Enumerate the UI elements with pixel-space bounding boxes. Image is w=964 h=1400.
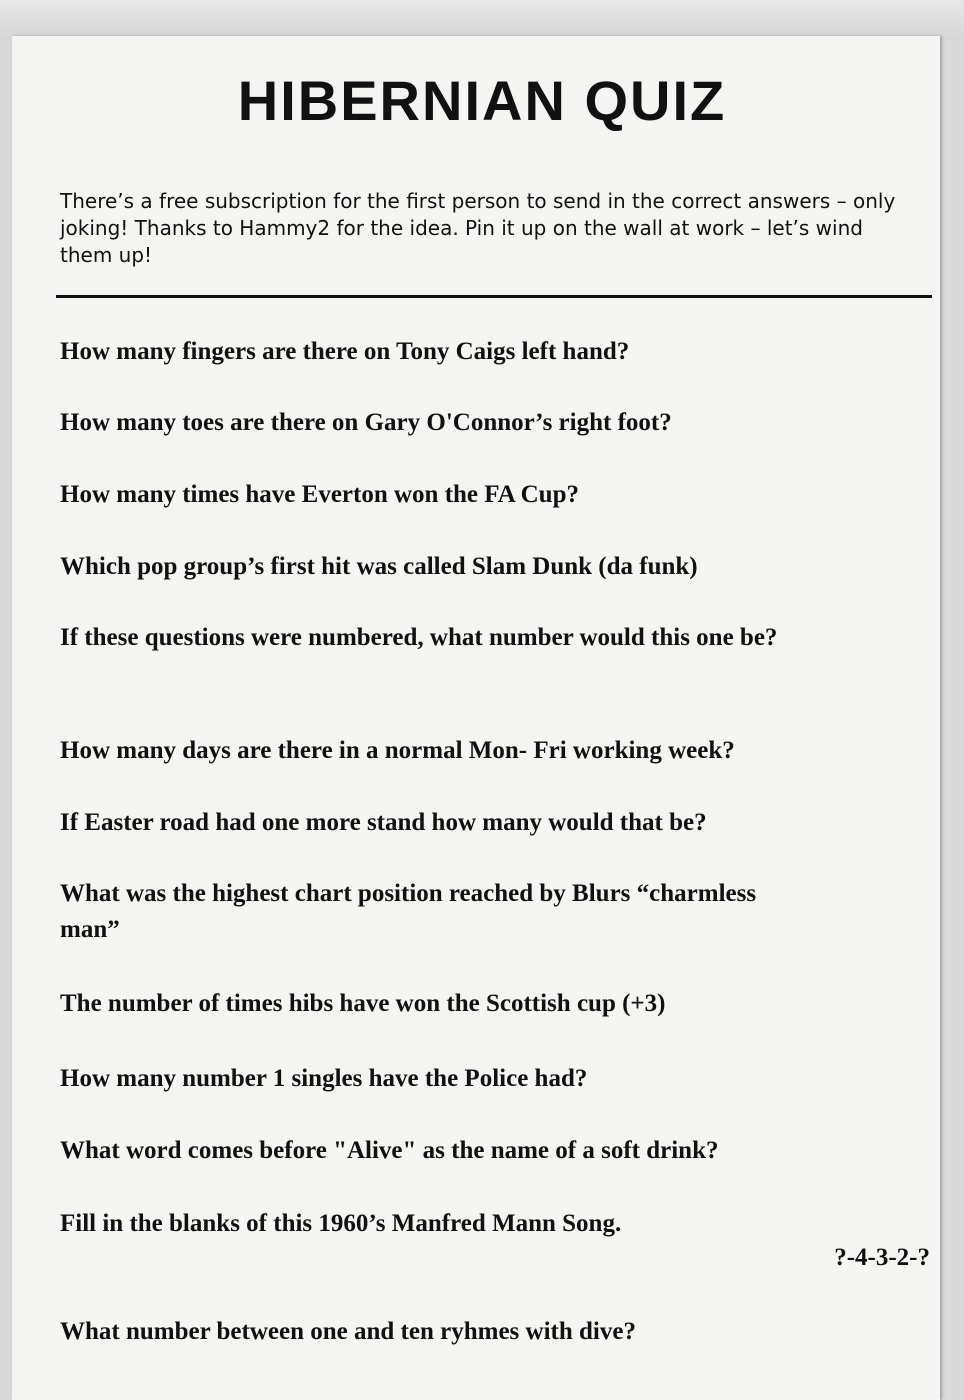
question-11: What word comes before "Alive" as the name of a soft drink? [60,1137,719,1164]
question-5: If these questions were numbered, what number would this one be? [60,624,778,651]
song-blanks: ?-4-3-2-? [834,1244,930,1271]
question-8: What was the highest chart position reached by Blurs “charmless man” [60,880,757,943]
question-7: If Easter road had one more stand how many would that be? [60,809,707,836]
page-title: HIBERNIAN QUIZ [237,69,727,132]
question-9: The number of times hibs have won the Scottish cup (+3) [60,990,666,1017]
question-2: How many toes are there on Gary O'Connor’s right foot? [60,409,672,436]
question-13: What number between one and ten ryhmes with dive? [60,1318,636,1345]
question-4: Which pop group’s first hit was called Slam Dunk (da funk) [60,553,698,580]
question-12: Fill in the blanks of this 1960’s Manfred Mann Song. [60,1210,622,1237]
intro-text: There’s a free subscription for the first person to send in the correct answers – only joking! Thanks to Hammy2 for the idea. Pin it up on the wall at work – let’s wind them up! [60,189,896,267]
question-10: How many number 1 singles have the Police had? [60,1065,588,1092]
question-3: How many times have Everton won the FA Cup? [60,481,579,508]
divider [56,295,932,298]
scan-top-edge [0,0,964,40]
question-6: How many days are there in a normal Mon- Fri working week? [60,737,735,764]
question-1: How many fingers are there on Tony Caigs left hand? [60,338,630,365]
